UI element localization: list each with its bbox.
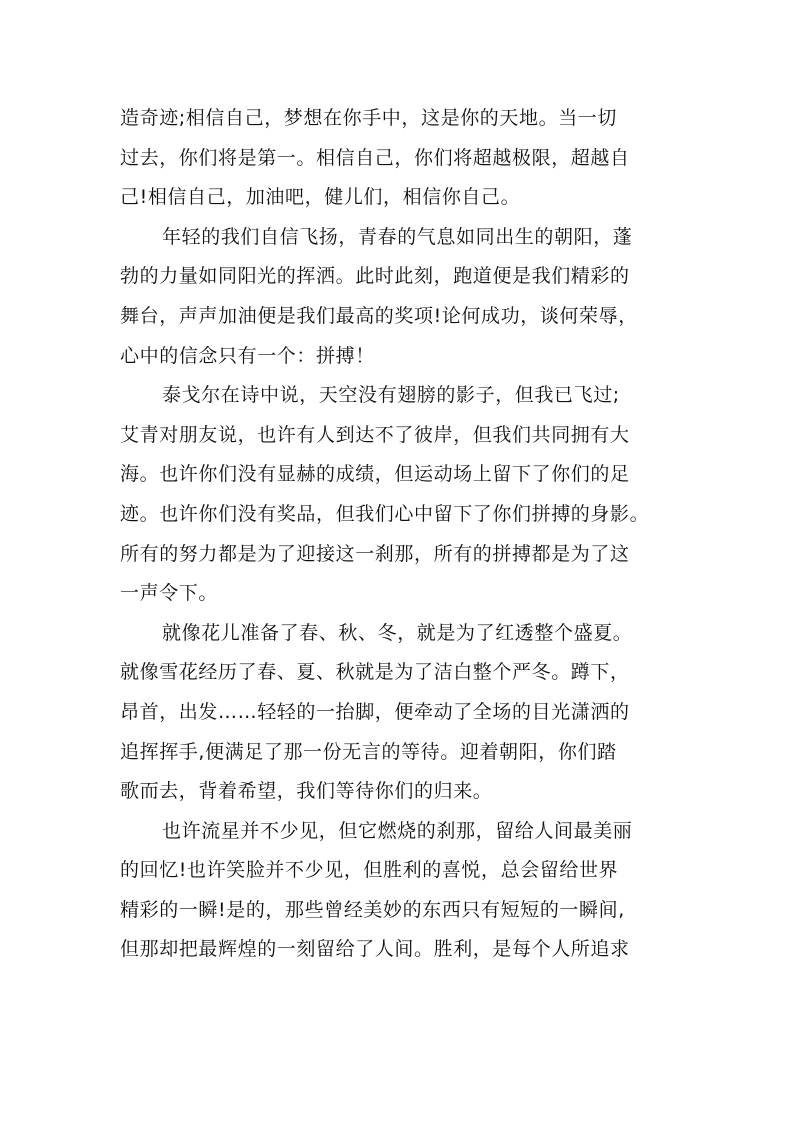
text-line: 就像雪花经历了春、夏、秋就是为了洁白整个严冬。蹲下， [120,661,630,684]
text-line: 己!相信自己，加油吧，健儿们，相信你自己。 [120,186,521,209]
paragraph-first-line: 泰戈尔在诗中说，天空没有翅膀的影子，但我已飞过; [162,384,620,407]
text-line: 迹。也许你们没有奖品，但我们心中留下了你们拼搏的身影。 [120,502,650,525]
text-line: 艾青对朋友说，也许有人到达不了彼岸，但我们共同拥有大 [120,423,630,446]
text-line: 昂首，出发……轻轻的一抬脚，便牵动了全场的目光潇洒的 [120,700,630,723]
text-line: 一声令下。 [120,582,219,605]
text-line: 精彩的一瞬!是的，那些曾经美妙的东西只有短短的一瞬间, [120,898,625,921]
text-line: 但那却把最辉煌的一刻留给了人间。胜利，是每个人所追求 [120,938,630,961]
text-line: 勃的力量如同阳光的挥洒。此时此刻，跑道便是我们精彩的 [120,265,630,288]
text-line: 歌而去，背着希望，我们等待你们的归来。 [120,780,493,803]
text-line: 舞台，声声加油便是我们最高的奖项!论何成功，谈何荣辱， [120,304,638,327]
text-line: 追挥挥手,便满足了那一份无言的等待。迎着朝阳，你们踏 [120,740,617,763]
paragraph-first-line: 就像花儿准备了春、秋、冬，就是为了红透整个盛夏。 [162,621,633,644]
text-line: 的回忆!也许笑脸并不少见，但胜利的喜悦，总会留给世界 [120,859,619,882]
text-line: 所有的努力都是为了迎接这一刹那，所有的拼搏都是为了这 [120,542,630,565]
paragraph-first-line: 也许流星并不少见，但它燃烧的刹那，留给人间最美丽 [162,819,633,842]
text-line: 海。也许你们没有显赫的成绩，但运动场上留下了你们的足 [120,463,630,486]
document-body [120,99,680,970]
paragraph-first-line: 年轻的我们自信飞扬，青春的气息如同出生的朝阳，蓬 [162,225,633,248]
text-line: 心中的信念只有一个：拼搏！ [120,344,375,367]
text-line: 过去，你们将是第一。相信自己，你们将超越极限，超越自 [120,146,630,169]
text-line: 造奇迹;相信自己，梦想在你手中，这是你的天地。当一切 [120,107,618,129]
